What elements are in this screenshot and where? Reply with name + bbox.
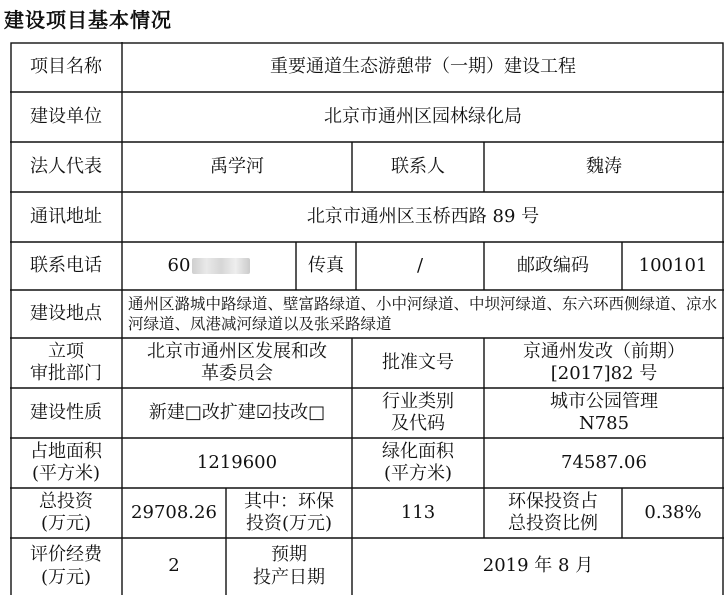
approval-label <box>10 338 122 388</box>
env-ratio-label-line1: 环保投资占 <box>508 490 598 512</box>
investment-label-line1: 总投资 <box>39 490 93 512</box>
industry-label-line2: 及代码 <box>391 413 445 434</box>
unit-label: 建设单位 <box>30 105 102 127</box>
industry-value <box>484 388 724 438</box>
approval-label-line2: 审批部门 <box>30 363 102 384</box>
area-label-line1: 占地面积 <box>30 440 102 462</box>
investment-label-line2: (万元) <box>40 513 92 534</box>
doc-number-label: 批准文号 <box>382 351 454 373</box>
fee-label-line1: 评价经费 <box>30 544 102 565</box>
contact-value: 魏涛 <box>586 155 622 177</box>
approval-value-line2: 革委员会 <box>201 363 273 384</box>
location-label: 建设地点 <box>30 302 102 324</box>
industry-label-line1: 行业类别 <box>382 390 454 412</box>
redacted-blur <box>192 258 250 274</box>
legal-rep-label: 法人代表 <box>30 155 102 177</box>
production-date-value: 2019 年 8 月 <box>482 555 594 577</box>
project-name-value: 重要通道生态游憩带（一期）建设工程 <box>270 55 576 77</box>
fee-label-line2: (万元) <box>40 566 92 588</box>
env-ratio-value: 0.38% <box>644 501 702 523</box>
contact-label: 联系人 <box>391 155 445 177</box>
production-date-label <box>226 538 352 595</box>
fee-value: 2 <box>168 555 180 577</box>
phone-label: 联系电话 <box>30 254 102 276</box>
doc-number-line2: [2017]82 号 <box>550 363 658 384</box>
nature-value: 新建□改扩建☑技改□ <box>148 401 326 423</box>
industry-value-line1: 城市公园管理 <box>550 390 658 412</box>
location-value: 通州区潞城中路绿道、壁富路绿道、小中河绿道、中坝河绿道、东六环西侧绿道、凉水河绿道、凤港减河绿道以及张采路绿道 <box>128 294 718 333</box>
legal-rep-value: 禹学河 <box>210 155 264 177</box>
nature-label: 建设性质 <box>30 401 102 423</box>
approval-label-line1: 立项 <box>48 340 84 362</box>
unit-value: 北京市通州区园林绿化局 <box>324 105 522 127</box>
area-label-line2: (平方米) <box>31 463 101 484</box>
production-date-label-line1: 预期 <box>271 544 307 565</box>
production-date-label-line2: 投产日期 <box>253 566 325 588</box>
area-value: 1219600 <box>196 451 278 473</box>
green-area-value: 74587.06 <box>561 451 647 473</box>
doc-number-value <box>484 338 724 388</box>
doc-number-line1: 京通州发改（前期） <box>523 340 685 362</box>
zip-label: 邮政编码 <box>517 254 589 276</box>
env-ratio-label <box>484 488 622 538</box>
env-investment-label <box>226 488 352 538</box>
approval-value-line1: 北京市通州区发展和改 <box>147 340 327 362</box>
address-value: 北京市通州区玉桥西路 89 号 <box>306 205 540 227</box>
investment-value: 29708.26 <box>131 501 217 523</box>
industry-value-line2: N785 <box>578 413 630 434</box>
zip-value: 100101 <box>638 254 708 276</box>
env-investment-label-line2: 投资(万元) <box>245 513 333 534</box>
green-area-label <box>352 438 484 488</box>
env-investment-label-line1: 其中：环保 <box>244 490 334 512</box>
fax-value: / <box>416 254 424 276</box>
fee-label <box>10 538 122 595</box>
phone-value: 60 <box>167 254 191 276</box>
section-heading: 建设项目基本情况 <box>4 8 172 32</box>
green-area-label-line1: 绿化面积 <box>382 440 454 462</box>
fax-label: 传真 <box>308 254 344 276</box>
env-ratio-label-line2: 总投资比例 <box>508 513 598 534</box>
area-label <box>10 438 122 488</box>
address-label: 通讯地址 <box>30 205 102 227</box>
project-info-table <box>10 42 724 595</box>
green-area-label-line2: (平方米) <box>383 463 453 484</box>
investment-label <box>10 488 122 538</box>
industry-label <box>352 388 484 438</box>
project-name-label: 项目名称 <box>30 55 102 77</box>
env-investment-value: 113 <box>400 501 436 523</box>
phone-value-cell <box>122 242 296 290</box>
approval-value <box>122 338 352 388</box>
